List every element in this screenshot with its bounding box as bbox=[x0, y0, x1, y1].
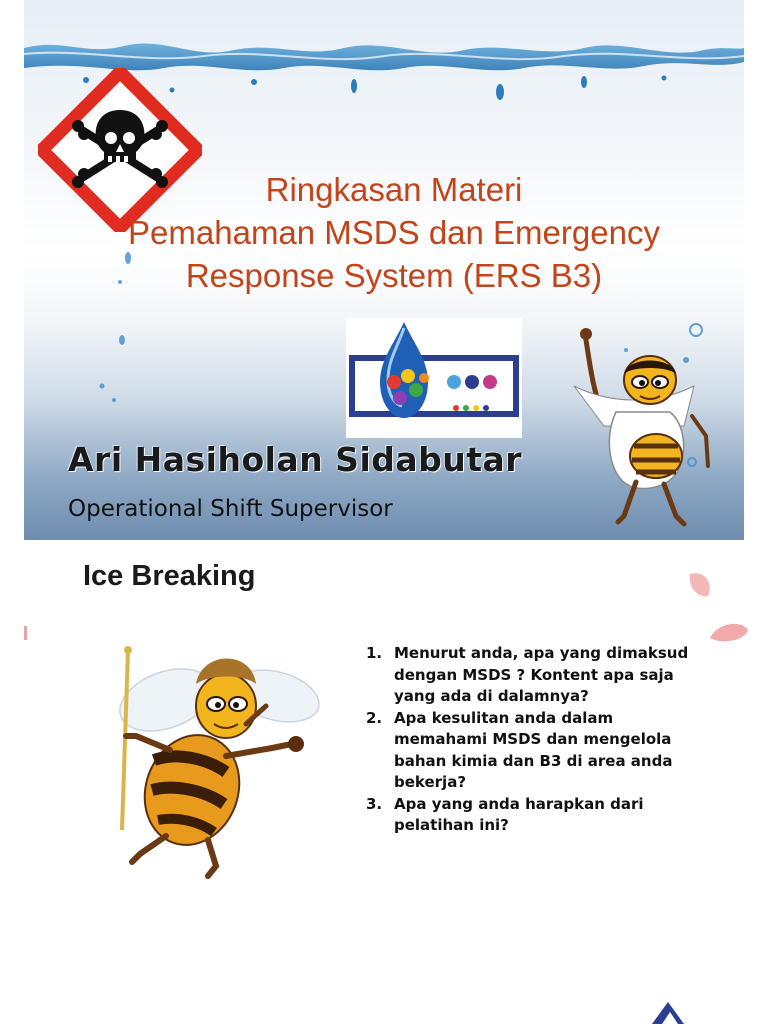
question-text: Apa yang anda harapkan dari pelatihan ini? bbox=[394, 794, 644, 834]
title-line-1: Ringkasan Materi bbox=[265, 171, 523, 208]
slide-title bbox=[44, 168, 744, 297]
corner-decoration bbox=[648, 1000, 688, 1024]
list-item bbox=[366, 794, 706, 837]
question-text: Menurut anda, apa yang dimaksud dengan MSDS ? Kontent apa saja yang ada di dalamnya? bbox=[394, 644, 689, 705]
question-number: 2. bbox=[366, 708, 383, 727]
title-line-2: Pemahaman MSDS dan Emergency bbox=[128, 214, 660, 251]
list-item bbox=[366, 643, 706, 708]
petal-decoration bbox=[708, 620, 750, 644]
ice-breaking-slide bbox=[0, 540, 768, 1024]
presenter-role: Operational Shift Supervisor bbox=[68, 496, 393, 522]
safety-logo bbox=[346, 318, 522, 438]
question-number: 1. bbox=[366, 644, 383, 662]
scientist-bee-mascot bbox=[564, 316, 714, 536]
question-number: 3. bbox=[366, 794, 383, 813]
petal-decoration bbox=[686, 570, 714, 600]
ice-breaking-title: Ice Breaking bbox=[83, 560, 256, 592]
question-list bbox=[366, 643, 706, 837]
question-text: Apa kesulitan anda dalam memahami MSDS dan mengelola bahan kimia dan B3 di area anda bekerja? bbox=[394, 708, 673, 791]
bee-with-needle-mascot bbox=[96, 640, 336, 880]
presenter-name: Ari Hasiholan Sidabutar bbox=[68, 440, 523, 479]
title-line-3: Response System (ERS B3) bbox=[185, 257, 603, 294]
edge-marker bbox=[24, 626, 27, 640]
title-slide bbox=[24, 0, 744, 540]
list-item bbox=[366, 708, 706, 794]
